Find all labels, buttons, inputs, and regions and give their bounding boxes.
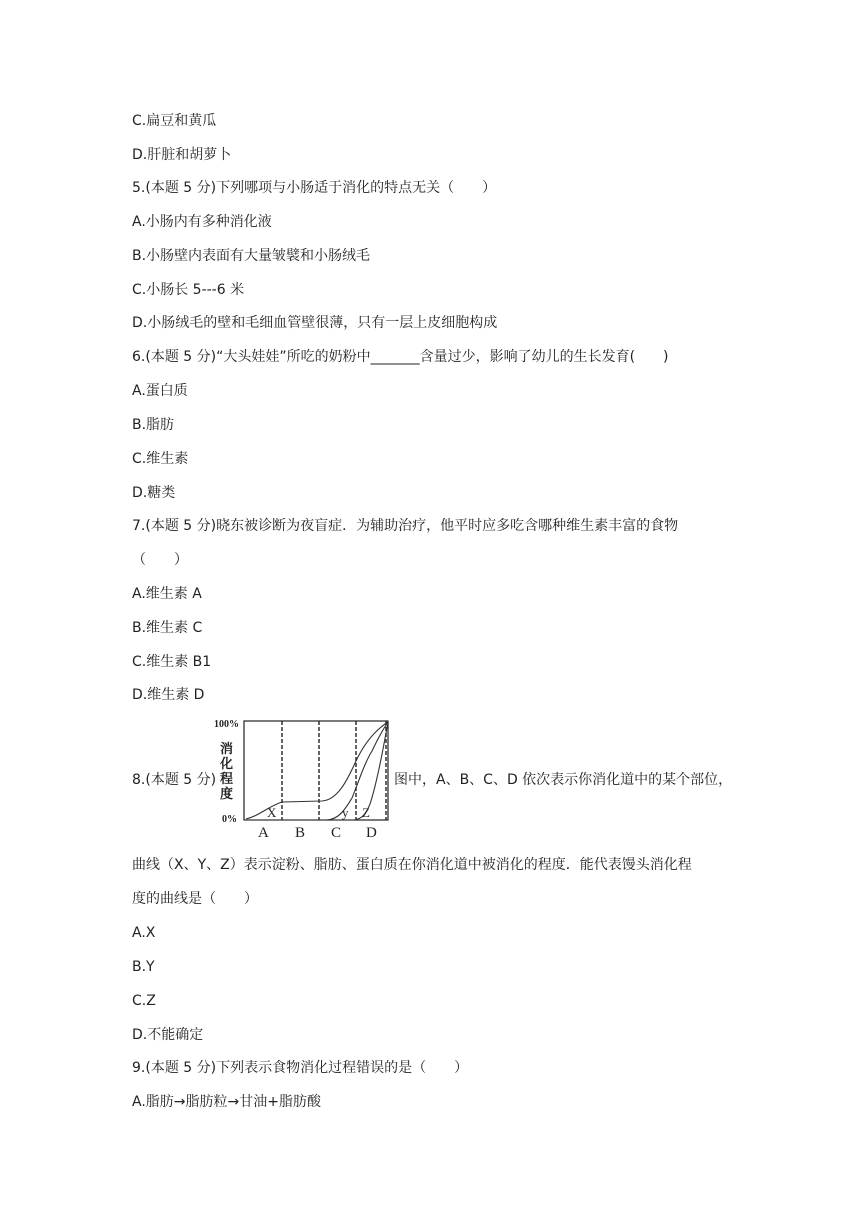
y-axis-label-char: 消 [220,742,234,757]
question-stem: 7.(本题 5 分)晓东被诊断为夜盲症．为辅助治疗，他平时应多吃含哪种维生素丰富的食物 [132,518,679,534]
option-text: C.Z [132,993,156,1009]
y-axis-label-char: 化 [220,757,234,772]
region-label-d: D [366,825,377,841]
question-stem: 6.(本题 5 分)“大头娃娃”所吃的奶粉中_______含量过少，影响了幼儿的生长发育( ) [132,349,669,365]
option-text: A.维生素 A [132,586,202,602]
question-8-stem-continuation: 度的曲线是（ ） [132,891,258,907]
option-text: D.不能确定 [132,1027,204,1043]
option-text: D.维生素 D [132,687,205,703]
curve-label-z: Z [362,805,370,820]
region-label-c: C [331,825,342,841]
curve-label-x: X [267,805,277,820]
y-top-label: 100% [214,719,239,730]
region-label-a: A [258,825,269,841]
question-stem-continuation: （ ） [132,552,188,568]
option-text: D.小肠绒毛的壁和毛细血管壁很薄，只有一层上皮细胞构成 [132,315,498,331]
y-axis-label-char: 度 [220,787,234,802]
y-axis-label-char: 程 [220,772,234,787]
option-text: A.X [132,925,156,941]
curve-label-y: y [342,805,349,820]
digestion-curve-figure [214,716,394,844]
question-8-stem-continuation: 曲线（X、Y、Z）表示淀粉、脂肪、蛋白质在你消化道中被消化的程度．能代表馒头消化程 [132,857,692,873]
option-text: C.维生素 B1 [132,654,212,670]
option-text: B.小肠壁内表面有大量皱襞和小肠绒毛 [132,248,371,264]
option-text: D.糖类 [132,485,176,501]
option-text: B.Y [132,959,155,975]
question-stem: 5.(本题 5 分)下列哪项与小肠适于消化的特点无关（ ） [132,180,497,196]
option-text: A.小肠内有多种消化液 [132,214,272,230]
question-8-prefix: 8.(本题 5 分) [132,772,217,788]
question-stem: 9.(本题 5 分)下列表示食物消化过程错误的是（ ） [132,1060,469,1076]
y-bottom-label: 0% [222,814,237,825]
option-text: C.小肠长 5---6 米 [132,282,245,298]
option-text: D.肝脏和胡萝卜 [132,147,232,163]
region-label-b: B [295,825,306,841]
option-text: B.脂肪 [132,417,175,433]
option-text: C.扁豆和黄瓜 [132,113,217,129]
option-text: B.维生素 C [132,620,203,636]
question-8-stem: 图中，A、B、C、D 依次表示你消化道中的某个部位， [394,772,733,788]
option-text: C.维生素 [132,451,189,467]
option-text: A.蛋白质 [132,383,188,399]
option-text: A.脂肪→脂肪粒→甘油+脂肪酸 [132,1094,321,1110]
